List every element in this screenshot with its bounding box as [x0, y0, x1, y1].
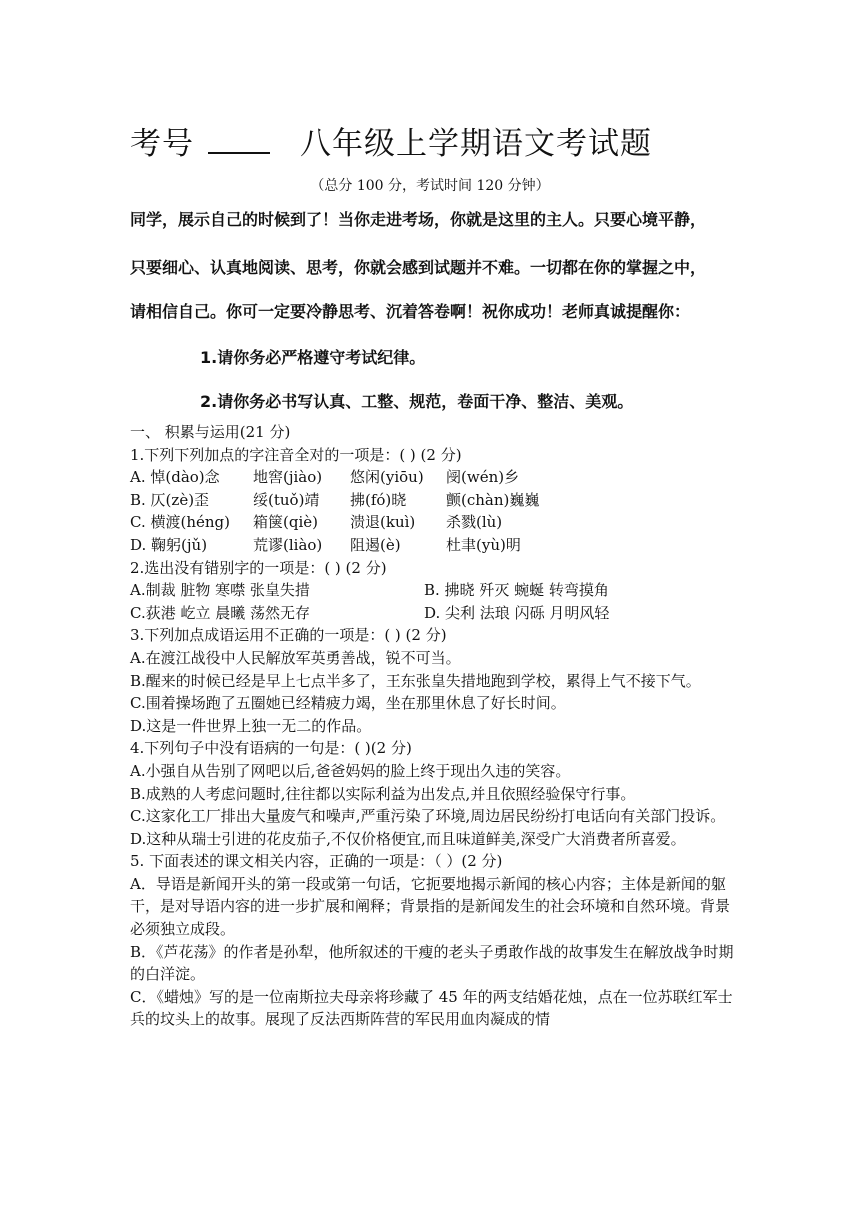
q3-option-b: B.醒来的时候已经是早上七点半多了，王东张皇失措地跑到学校，累得上气不接下气。: [130, 671, 701, 690]
rule-1: 1.请你务必严格遵守考试纪律。: [200, 348, 426, 367]
exam-number-label: 考号: [130, 126, 194, 162]
q5-option-b: B．《芦花荡》的作者是孙犁，他所叙述的干瘦的老头子勇敢作战的故事发生在解放战争时期的白洋淀。: [130, 942, 734, 984]
exam-subtitle: （总分 100 分，考试时间 120 分钟）: [310, 178, 550, 194]
q5-option-c: C．《蜡烛》写的是一位南斯拉夫母亲将珍藏了 45 年的两支结婚花烛，点在一位苏联红军士兵的坟头上的故事。展现了反法西斯阵营的军民用血肉凝成的情: [130, 987, 733, 1029]
q1-stem: 1.下列下列加点的字注音全对的一项是：( ) (2 分): [130, 445, 462, 464]
q2-options-cd: C.荻港 屹立 晨曦 荡然无存 D. 尖利 法琅 闪砾 月明风轻: [130, 603, 610, 622]
q1-option-a: A. 悼(dào)念 地窖(jiào) 悠闲(yiōu) 阌(wén)乡: [130, 468, 520, 487]
q4-option-b: B.成熟的人考虑问题时,往往都以实际利益为出发点,并且依照经验保守行事。: [130, 784, 636, 803]
intro-line-3: 请相信自己。你可一定要冷静思考、沉着答卷啊！祝你成功！老师真诚提醒你：: [130, 302, 691, 321]
rule-2: 2.请你务必书写认真、工整、规范，卷面干净、整洁、美观。: [200, 392, 634, 411]
q3-option-a: A.在渡江战役中人民解放军英勇善战，锐不可当。: [130, 648, 461, 667]
q4-option-a: A.小强自从告别了网吧以后,爸爸妈妈的脸上终于现出久违的笑容。: [130, 761, 571, 780]
exam-title-line: [130, 118, 652, 163]
q2-options-ab: A.制裁 脏物 寒噤 张皇失措 B. 拂晓 歼灭 蜿蜒 转弯摸角: [130, 581, 609, 600]
q3-option-d: D.这是一件世界上独一无二的作品。: [130, 716, 372, 735]
q1-option-b: B. 仄(zè)歪 绥(tuǒ)靖 拂(fó)晓 颤(chàn)巍巍: [130, 490, 540, 509]
q1-option-c: C. 横渡(héng) 箱箧(qiè) 溃退(kuì) 杀戮(lù): [130, 513, 503, 532]
q4-option-c: C.这家化工厂排出大量废气和噪声,严重污染了环境,周边居民纷纷打电话向有关部门投诉。: [130, 807, 726, 826]
section-heading: 一、 积累与运用(21 分): [130, 423, 291, 441]
q1-option-d: D. 鞠躬(jǔ) 荒谬(liào) 阻遏(è) 杜聿(yù)明: [130, 535, 521, 554]
exam-number-blank[interactable]: [208, 126, 270, 154]
q3-stem: 3.下列加点成语运用不正确的一项是：( ) (2 分): [130, 626, 447, 645]
q4-stem: 4.下列句子中没有语病的一句是：( )(2 分): [130, 739, 412, 758]
intro-line-2: 只要细心、认真地阅读、思考，你就会感到试题并不难。一切都在你的掌握之中，: [130, 258, 707, 277]
q5-stem: 5. 下面表述的课文相关内容，正确的一项是：（ ）(2 分): [130, 852, 503, 871]
exam-title: 八年级上学期语文考试题: [300, 126, 652, 162]
q2-stem: 2.选出没有错别字的一项是：( ) (2 分): [130, 558, 387, 577]
section-1: [130, 421, 740, 1031]
intro-line-1: 同学，展示自己的时候到了！当你走进考场，你就是这里的主人。只要心境平静，: [130, 210, 707, 229]
q5-option-a: A．导语是新闻开头的第一段或第一句话，它扼要地揭示新闻的核心内容；主体是新闻的躯干，是对导语内容的进一步扩展和阐释；背景指的是新闻发生的社会环境和自然环境。背景必须独立成段。: [130, 874, 731, 939]
q3-option-c: C.围着操场跑了五圈她已经精疲力竭，坐在那里休息了好长时间。: [130, 694, 566, 713]
q4-option-d: D.这种从瑞士引进的花皮茄子,不仅价格便宜,而且味道鲜美,深受广大消费者所喜爱。: [130, 829, 686, 848]
